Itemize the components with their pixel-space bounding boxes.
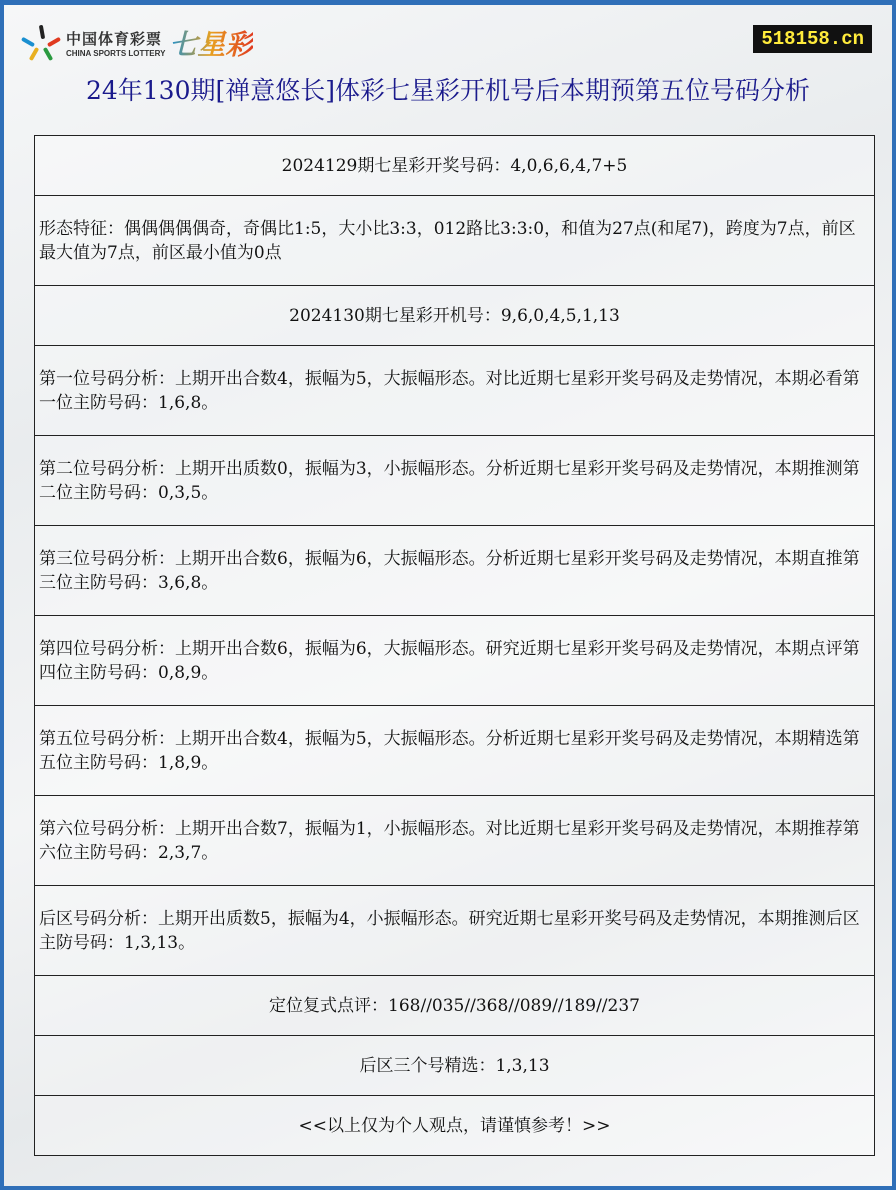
table-row — [35, 796, 875, 886]
table-row — [35, 136, 875, 196]
table-row — [35, 616, 875, 706]
table-row — [35, 706, 875, 796]
logo-game: 七星彩 — [169, 23, 253, 63]
row-text: 后区号码分析：上期开出质数5，振幅为4，小振幅形态。研究近期七星彩开奖号码及走势情况，本期推测后区主防号码：1,3,13。 — [35, 886, 875, 976]
row-text: 形态特征：偶偶偶偶偶奇，奇偶比1:5，大小比3:3，012路比3:3:0，和值为27点(和尾7)，跨度为7点，前区最大值为7点，前区最小值为0点 — [35, 196, 875, 286]
table-row — [35, 1096, 875, 1156]
row-text: 第三位号码分析：上期开出合数6，振幅为6，大振幅形态。分析近期七星彩开奖号码及走势情况，本期直推第三位主防号码：3,6,8。 — [35, 526, 875, 616]
row-text: 定位复式点评：168//035//368//089//189//237 — [35, 976, 875, 1036]
row-text: 第二位号码分析：上期开出质数0，振幅为3，小振幅形态。分析近期七星彩开奖号码及走势情况，本期推测第二位主防号码：0,3,5。 — [35, 436, 875, 526]
row-text: 2024130期七星彩开机号：9,6,0,4,5,1,13 — [35, 286, 875, 346]
table-row — [35, 286, 875, 346]
table-row — [35, 886, 875, 976]
logo-en: CHINA SPORTS LOTTERY — [66, 49, 166, 58]
table-row — [35, 526, 875, 616]
lottery-logo-icon — [24, 25, 60, 61]
page-title: 24年130期[禅意悠长]体彩七星彩开机号后本期预第五位号码分析 — [85, 76, 811, 105]
table-row — [35, 1036, 875, 1096]
row-text: <<以上仅为个人观点，请谨慎参考！>> — [35, 1096, 875, 1156]
table-row — [35, 346, 875, 436]
table-row — [35, 436, 875, 526]
row-text: 第六位号码分析：上期开出合数7，振幅为1，小振幅形态。对比近期七星彩开奖号码及走势情况，本期推荐第六位主防号码：2,3,7。 — [35, 796, 875, 886]
logo-cn: 中国体育彩票 — [66, 31, 163, 48]
table-row — [35, 976, 875, 1036]
china-sports-lottery-logo — [24, 23, 253, 63]
analysis-table — [34, 135, 875, 1156]
row-text: 2024129期七星彩开奖号码：4,0,6,6,4,7+5 — [35, 136, 875, 196]
row-text: 第五位号码分析：上期开出合数4，振幅为5，大振幅形态。分析近期七星彩开奖号码及走势情况，本期精选第五位主防号码：1,8,9。 — [35, 706, 875, 796]
table-row — [35, 196, 875, 286]
row-text: 第四位号码分析：上期开出合数6，振幅为6，大振幅形态。研究近期七星彩开奖号码及走势情况，本期点评第四位主防号码：0,8,9。 — [35, 616, 875, 706]
row-text: 第一位号码分析：上期开出合数4，振幅为5，大振幅形态。对比近期七星彩开奖号码及走势情况，本期必看第一位主防号码：1,6,8。 — [35, 346, 875, 436]
row-text: 后区三个号精选：1,3,13 — [35, 1036, 875, 1096]
site-badge: 518158.cn — [753, 25, 872, 53]
